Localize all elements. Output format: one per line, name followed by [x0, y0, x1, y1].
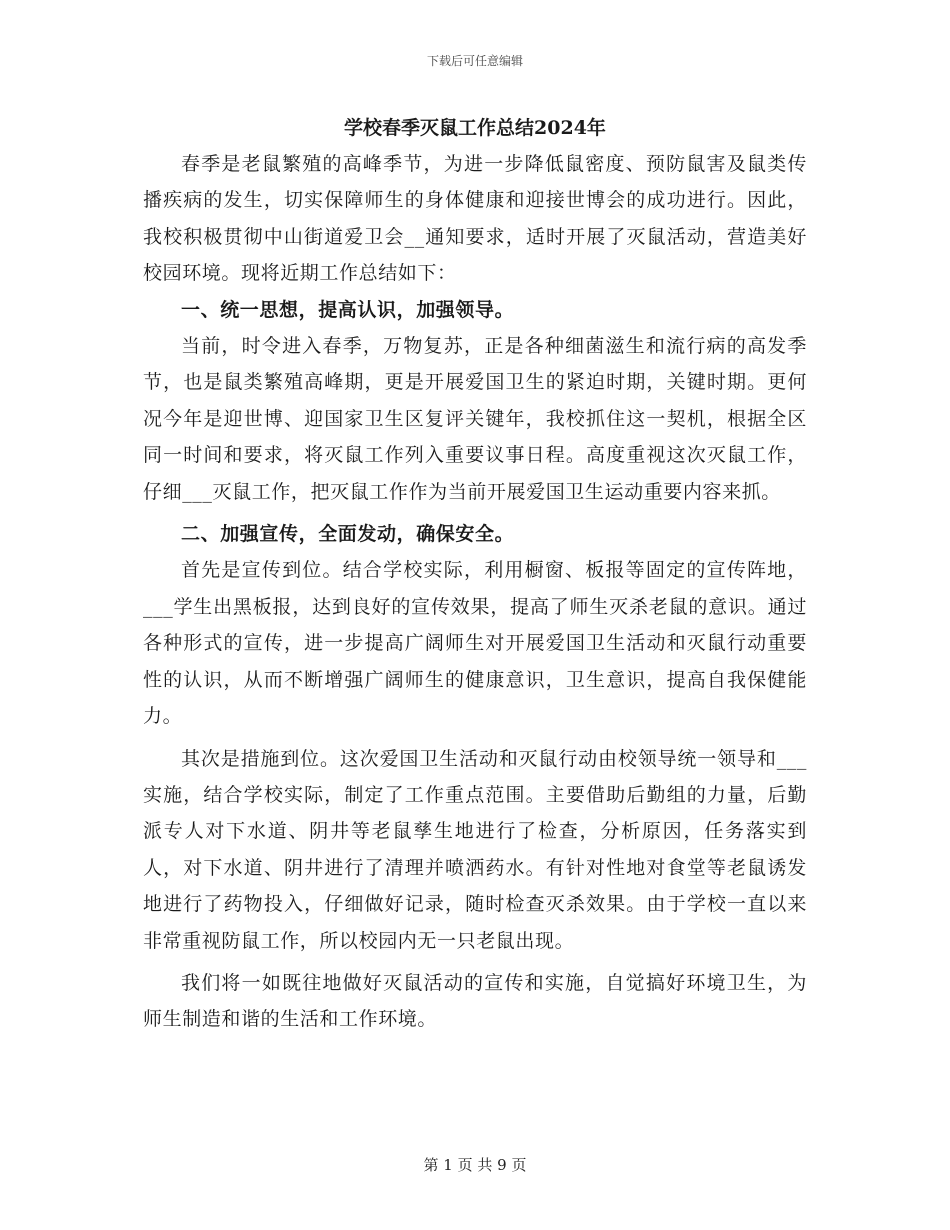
document-body — [143, 110, 807, 1038]
section-heading-1: 一、统一思想，提高认识，加强领导。 — [181, 298, 515, 321]
section-1-paragraph: 当前，时令进入春季，万物复苏，正是各种细菌滋生和流行病的高发季节，也是鼠类繁殖高峰期，更是开展爱国卫生的紧迫时期，关键时期。更何况今年是迎世博、迎国家卫生区复评关键年，我校抓住这一契机，根据全区同一时间和要求，将灭鼠工作列入重要议事日程。高度重视这次灭鼠工作，仔细___灭鼠工作，把灭鼠工作作为当前开展爱国卫生运动重要内容来抓。 — [143, 335, 807, 503]
section-heading-2: 二、加强宣传，全面发动，确保安全。 — [181, 523, 515, 546]
page-footer: 第 1 页 共 9 页 — [423, 1156, 527, 1174]
document-title: 学校春季灭鼠工作总结2024年 — [344, 117, 606, 139]
section-2-paragraph-measures: 其次是措施到位。这次爱国卫生活动和灭鼠行动由校领导统一领导和___实施，结合学校实际，制定了工作重点范围。主要借助后勤组的力量，后勤派专人对下水道、阴井等老鼠孳生地进行了检查，分析原因，任务落实到人，对下水道、阴井进行了清理并喷洒药水。有针对性地对食堂等老鼠诱发地进行了药物投入，仔细做好记录，随时检查灭杀效果。由于学校一直以来非常重视防鼠工作，所以校园内无一只老鼠出现。 — [143, 747, 807, 952]
header-note: 下载后可任意编辑 — [426, 54, 523, 68]
section-2-paragraph-publicity: 首先是宣传到位。结合学校实际，利用橱窗、板报等固定的宣传阵地，___学生出黑板报，达到良好的宣传效果，提高了师生灭杀老鼠的意识。通过各种形式的宣传，进一步提高广阔师生对开展爱国卫生活动和灭鼠行动重要性的认识，从而不断增强广阔师生的健康意识，卫生意识，提高自我保健能力。 — [143, 559, 807, 728]
closing-paragraph: 我们将一如既往地做好灭鼠活动的宣传和实施，自觉搞好环境卫生，为师生制造和谐的生活和工作环境。 — [143, 971, 807, 1031]
intro-paragraph: 春季是老鼠繁殖的高峰季节，为进一步降低鼠密度、预防鼠害及鼠类传播疾病的发生，切实保障师生的身体健康和迎接世博会的成功进行。因此，我校积极贯彻中山街道爱卫会__通知要求，适时开展了灭鼠活动，营造美好校园环境。现将近期工作总结如下： — [143, 153, 807, 285]
